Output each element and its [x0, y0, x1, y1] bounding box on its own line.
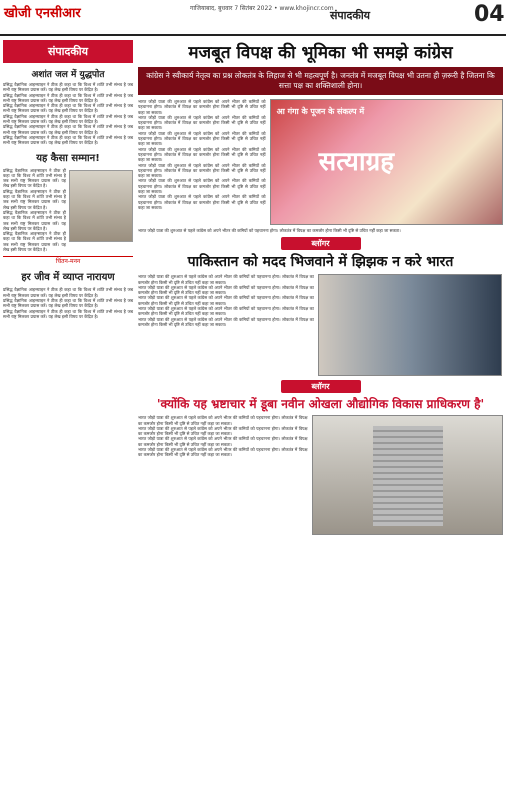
lead-body-7: भारत जोड़ो यात्रा की शुरुआत से पहले कांग्रेस को अपने भीतर की कमियों को पहचानना होगा। लोकतंत्र में विपक्ष का कमजोर होना किसी भी दृष्टि से उचित नहीं कहा जा सकता। [138, 194, 266, 210]
chintan-body: प्रसिद्ध वैज्ञानिक आइन्स्टाइन ने ठीक ही कहा था कि विश्व में शांति तभी संभव है जब सभी राष्ट्र मिलकर प्रयास करें। यह लेख इसी विषय पर केंद्रित है। [3, 287, 133, 298]
editorial-body-6: प्रसिद्ध वैज्ञानिक आइन्स्टाइन ने ठीक ही कहा था कि विश्व में शांति तभी संभव है जब सभी राष्ट्र मिलकर प्रयास करें। यह लेख इसी विषय पर केंद्रित है। [3, 134, 133, 146]
editorial-header: संपादकीय [3, 40, 133, 63]
second-body-4: भारत जोड़ो यात्रा की शुरुआत से पहले कांग्रेस को अपने भीतर की कमियों को पहचानना होगा। लोकतंत्र में विपक्ष का कमजोर होना किसी भी दृष्टि से उचित नहीं कहा जा सकता। [138, 306, 314, 317]
lead-body-6: भारत जोड़ो यात्रा की शुरुआत से पहले कांग्रेस को अपने भीतर की कमियों को पहचानना होगा। लोकतंत्र में विपक्ष का कमजोर होना किसी भी दृष्टि से उचित नहीं कहा जा सकता। [138, 178, 266, 195]
third-body-3: भारत जोड़ो यात्रा की शुरुआत से पहले कांग्रेस को अपने भीतर की कमियों को पहचानना होगा। लोकतंत्र में विपक्ष का कमजोर होना किसी भी दृष्टि से उचित नहीं कहा जा सकता। [138, 436, 308, 447]
newspaper-logo: खोजी एनसीआर [4, 6, 81, 21]
lead-body-4: भारत जोड़ो यात्रा की शुरुआत से पहले कांग्रेस को अपने भीतर की कमियों को पहचानना होगा। लोकतंत्र में विपक्ष का कमजोर होना किसी भी दृष्टि से उचित नहीं कहा जा सकता। [138, 146, 266, 163]
second-body-3: भारत जोड़ो यात्रा की शुरुआत से पहले कांग्रेस को अपने भीतर की कमियों को पहचानना होगा। लोकतंत्र में विपक्ष का कमजोर होना किसी भी दृष्टि से उचित नहीं कहा जा सकता। [138, 295, 314, 306]
blogger-label-1: ब्लॉगर [281, 237, 361, 250]
lead-photo-title: सत्याग्रह [318, 147, 395, 177]
dateline: गाजियाबाद, बुधवार 7 सितंबर 2022 • www.khojincr.com [190, 5, 334, 12]
lead-body-3: भारत जोड़ो यात्रा की शुरुआत से पहले कांग्रेस को अपने भीतर की कमियों को पहचानना होगा। लोकतंत्र में विपक्ष का कमजोर होना किसी भी दृष्टि से उचित नहीं कहा जा सकता। [138, 130, 266, 147]
opinion-body-3: प्रसिद्ध वैज्ञानिक आइन्स्टाइन ने ठीक ही कहा था कि विश्व में शांति तभी संभव है जब सभी राष्ट्र मिलकर प्रयास करें। यह लेख इसी विषय पर केंद्रित है। [3, 209, 66, 231]
opinion-headline: यह कैसा सम्मान! [36, 152, 100, 164]
blogger-label-2: ब्लॉगर [281, 380, 361, 393]
editorial-body-3: प्रसिद्ध वैज्ञानिक आइन्स्टाइन ने ठीक ही कहा था कि विश्व में शांति तभी संभव है जब सभी राष्ट्र मिलकर प्रयास करें। यह लेख इसी विषय पर केंद्रित है। [3, 103, 133, 114]
left-column [3, 40, 133, 319]
opinion-body-4: प्रसिद्ध वैज्ञानिक आइन्स्टाइन ने ठीक ही कहा था कि विश्व में शांति तभी संभव है जब सभी राष्ट्र मिलकर प्रयास करें। यह लेख इसी विषय पर केंद्रित है। [3, 231, 66, 253]
lead-body-continued: भारत जोड़ो यात्रा की शुरुआत से पहले कांग्रेस को अपने भीतर की कमियों को पहचानना होगा। लोकतंत्र में विपक्ष का कमजोर होना किसी भी दृष्टि से उचित नहीं कहा जा सकता। [138, 228, 401, 233]
third-photo [312, 415, 503, 535]
editorial-body-2: प्रसिद्ध वैज्ञानिक आइन्स्टाइन ने ठीक ही कहा था कि विश्व में शांति तभी संभव है जब सभी राष्ट्र मिलकर प्रयास करें। यह लेख इसी विषय पर केंद्रित है। [3, 92, 133, 103]
chintan-body-3: प्रसिद्ध वैज्ञानिक आइन्स्टाइन ने ठीक ही कहा था कि विश्व में शांति तभी संभव है जब सभी राष्ट्र मिलकर प्रयास करें। यह लेख इसी विषय पर केंद्रित है। [3, 308, 133, 319]
main-area [138, 34, 503, 535]
lead-photo [270, 99, 503, 225]
third-body: भारत जोड़ो यात्रा की शुरुआत से पहले कांग्रेस को अपने भीतर की कमियों को पहचानना होगा। लोकतंत्र में विपक्ष का कमजोर होना किसी भी दृष्टि से उचित नहीं कहा जा सकता। [138, 415, 308, 426]
second-body-5: भारत जोड़ो यात्रा की शुरुआत से पहले कांग्रेस को अपने भीतर की कमियों को पहचानना होगा। लोकतंत्र में विपक्ष का कमजोर होना किसी भी दृष्टि से उचित नहीं कहा जा सकता। [138, 316, 314, 327]
second-photo [318, 274, 502, 376]
page-number: 04 [474, 2, 505, 27]
opinion-body: प्रसिद्ध वैज्ञानिक आइन्स्टाइन ने ठीक ही कहा था कि विश्व में शांति तभी संभव है जब सभी राष्ट्र मिलकर प्रयास करें। यह लेख इसी विषय पर केंद्रित है। [3, 167, 66, 189]
third-headline: 'क्योंकि यह भ्रष्टाचार में डूबा नवीन ओखला औद्योगिक विकास प्राधिकरण है' [156, 397, 485, 412]
lead-body-2: भारत जोड़ो यात्रा की शुरुआत से पहले कांग्रेस को अपने भीतर की कमियों को पहचानना होगा। लोकतंत्र में विपक्ष का कमजोर होना किसी भी दृष्टि से उचित नहीं कहा जा सकता। [138, 114, 266, 131]
editorial-body-4: प्रसिद्ध वैज्ञानिक आइन्स्टाइन ने ठीक ही कहा था कि विश्व में शांति तभी संभव है जब सभी राष्ट्र मिलकर प्रयास करें। यह लेख इसी विषय पर केंद्रित है। [3, 113, 133, 125]
editorial-body-5: प्रसिद्ध वैज्ञानिक आइन्स्टाइन ने ठीक ही कहा था कि विश्व में शांति तभी संभव है जब सभी राष्ट्र मिलकर प्रयास करें। यह लेख इसी विषय पर केंद्रित है। [3, 124, 133, 135]
second-headline: पाकिस्तान को मदद भिजवाने में झिझक न करे भारत [187, 254, 454, 271]
section-title: संपादकीय [330, 9, 371, 22]
second-body-2: भारत जोड़ो यात्रा की शुरुआत से पहले कांग्रेस को अपने भीतर की कमियों को पहचानना होगा। लोकतंत्र में विपक्ष का कमजोर होना किसी भी दृष्टि से उचित नहीं कहा जा सकता। [138, 284, 314, 296]
chintan-headline: हर जीव में व्याप्त नारायण [21, 272, 115, 284]
second-body: भारत जोड़ो यात्रा की शुरुआत से पहले कांग्रेस को अपने भीतर की कमियों को पहचानना होगा। लोकतंत्र में विपक्ष का कमजोर होना किसी भी दृष्टि से उचित नहीं कहा जा सकता। [138, 274, 314, 285]
lead-headline: मजबूत विपक्ष की भूमिका भी समझे कांग्रेस [188, 43, 453, 63]
lead-body: भारत जोड़ो यात्रा की शुरुआत से पहले कांग्रेस को अपने भीतर की कमियों को पहचानना होगा। लोकतंत्र में विपक्ष का कमजोर होना किसी भी दृष्टि से उचित नहीं कहा जा सकता। [138, 99, 266, 115]
lead-body-5: भारत जोड़ो यात्रा की शुरुआत से पहले कांग्रेस को अपने भीतर की कमियों को पहचानना होगा। लोकतंत्र में विपक्ष का कमजोर होना किसी भी दृष्टि से उचित नहीं कहा जा सकता। [138, 162, 266, 179]
towers-graphic [373, 426, 443, 526]
chintan-label: चिंतन-मनन [3, 256, 133, 265]
third-body-2: भारत जोड़ो यात्रा की शुरुआत से पहले कांग्रेस को अपने भीतर की कमियों को पहचानना होगा। लोकतंत्र में विपक्ष का कमजोर होना किसी भी दृष्टि से उचित नहीं कहा जा सकता। [138, 425, 308, 437]
editorial-headline: अशांत जल में युद्धपोत [31, 70, 105, 80]
opinion-photo [69, 170, 133, 242]
chintan-body-2: प्रसिद्ध वैज्ञानिक आइन्स्टाइन ने ठीक ही कहा था कि विश्व में शांति तभी संभव है जब सभी राष्ट्र मिलकर प्रयास करें। यह लेख इसी विषय पर केंद्रित है। [3, 297, 133, 309]
third-body-4: भारत जोड़ो यात्रा की शुरुआत से पहले कांग्रेस को अपने भीतर की कमियों को पहचानना होगा। लोकतंत्र में विपक्ष का कमजोर होना किसी भी दृष्टि से उचित नहीं कहा जा सकता। [138, 447, 308, 458]
editorial-body: प्रसिद्ध वैज्ञानिक आइन्स्टाइन ने ठीक ही कहा था कि विश्व में शांति तभी संभव है जब सभी राष्ट्र मिलकर प्रयास करें। यह लेख इसी विषय पर केंद्रित है। [3, 82, 133, 93]
lead-photo-overlay: आ गंगा के पूजन के संकल्प में [276, 107, 365, 116]
opinion-body-2: प्रसिद्ध वैज्ञानिक आइन्स्टाइन ने ठीक ही कहा था कि विश्व में शांति तभी संभव है जब सभी राष्ट्र मिलकर प्रयास करें। यह लेख इसी विषय पर केंद्रित है। [3, 188, 66, 210]
lead-deck: कांग्रेस ने स्वीकार्य नेतृत्व का प्रश्न लोकतंत्र के लिहाज से भी महत्वपूर्ण है। जनतंत्र में मजबूत विपक्ष भी उतना ही ज़रूरी है जितना कि सत्ता पक्ष का शक्तिशाली होना। [138, 67, 503, 95]
